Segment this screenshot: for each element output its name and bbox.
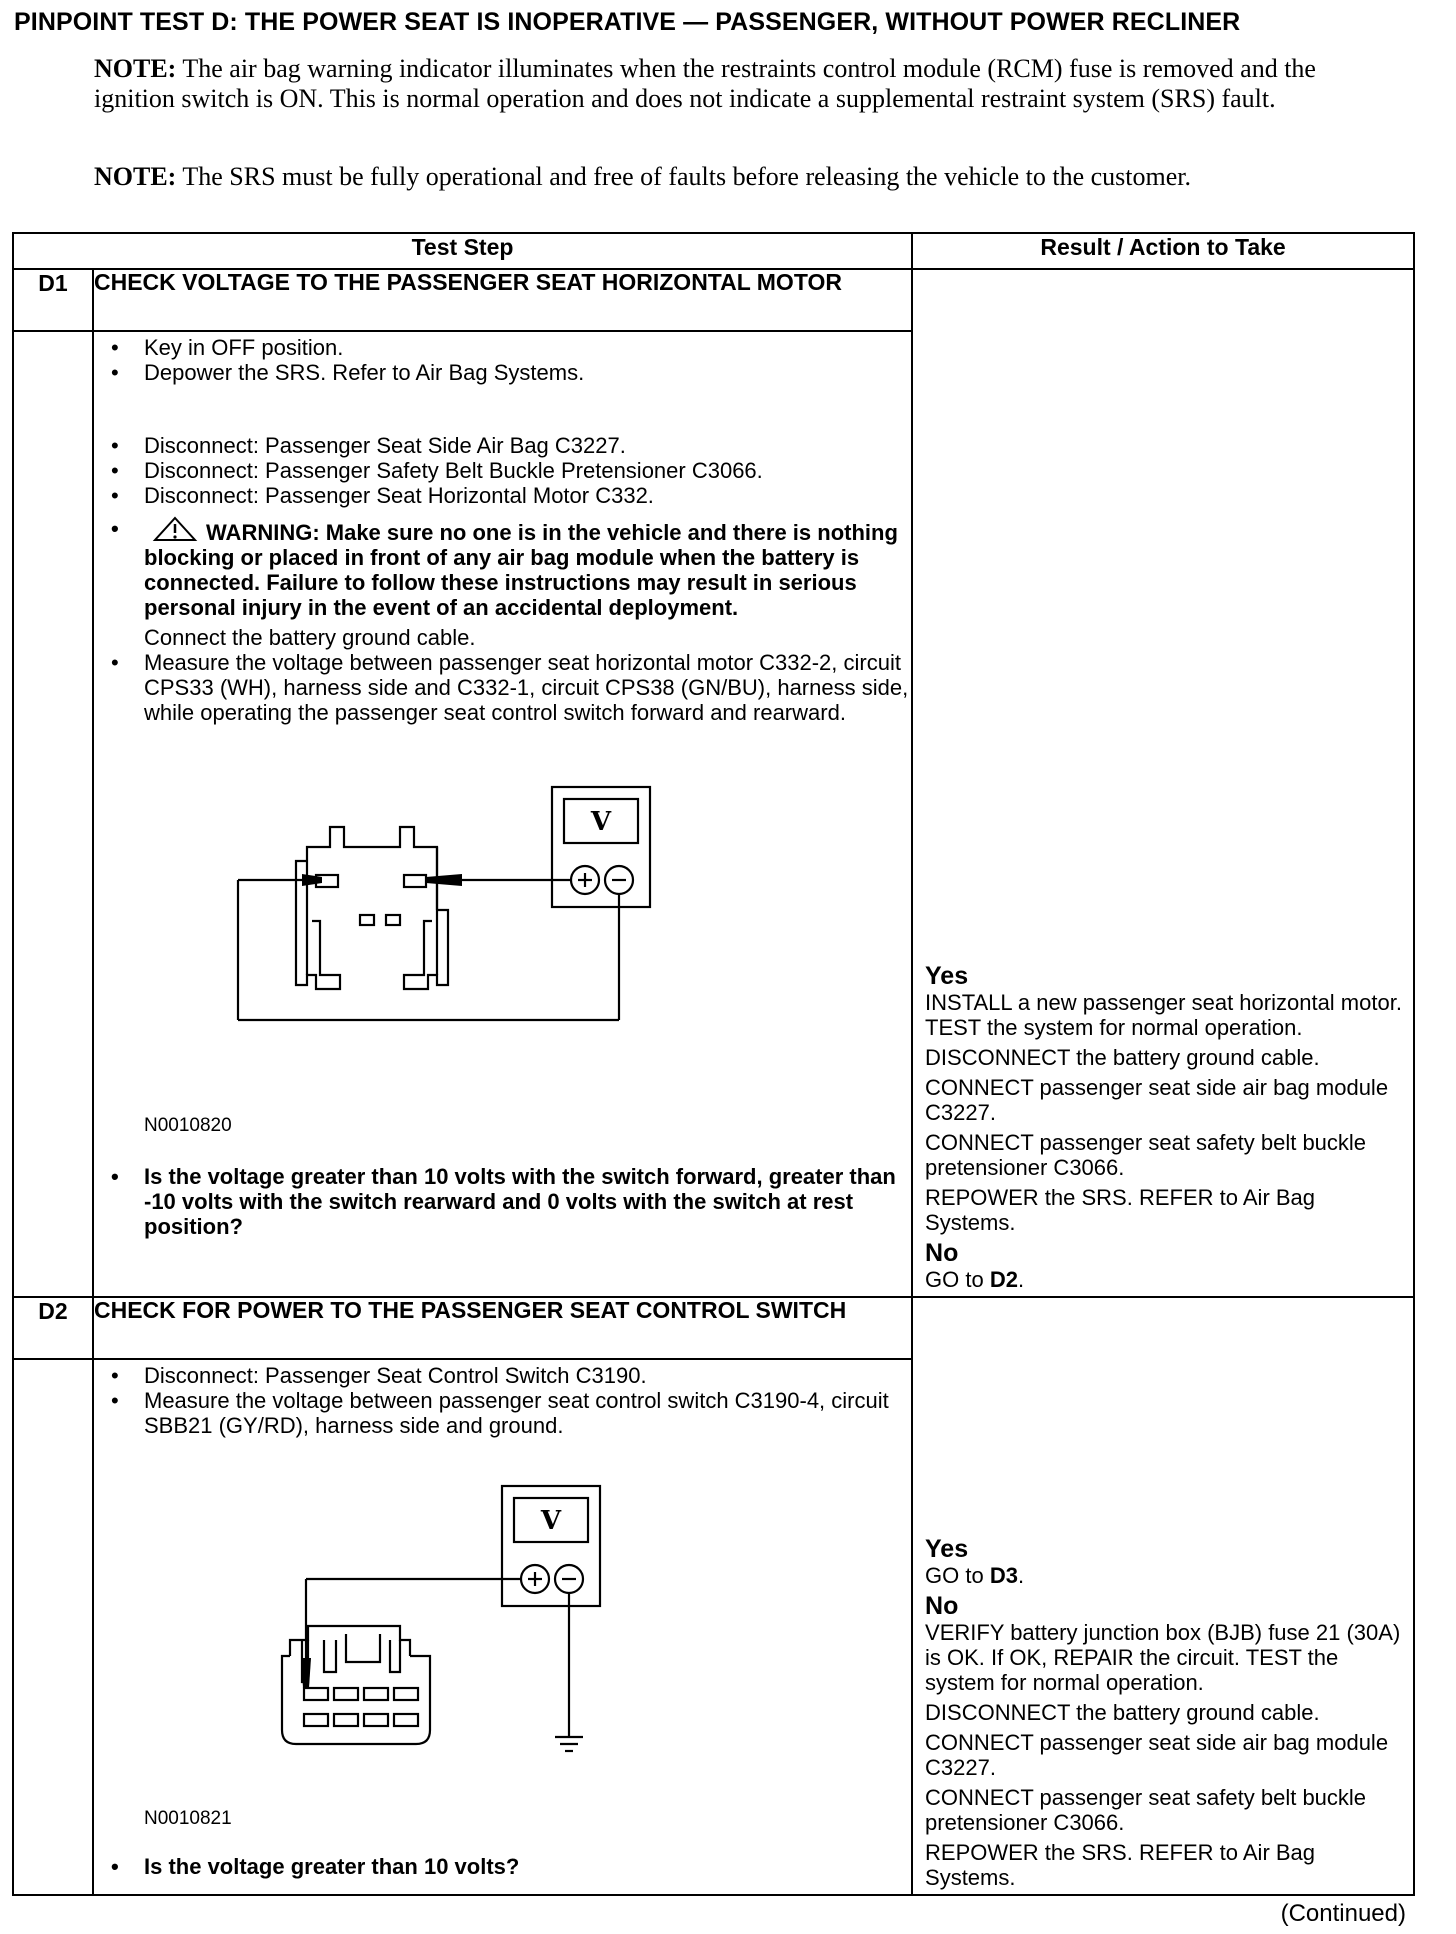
step-id-d1: D1 [13, 269, 93, 331]
warning-follow-text: Connect the battery ground cable. [144, 625, 476, 650]
voltmeter-icon [552, 787, 650, 907]
step-body-d2 [93, 1359, 912, 1895]
yes-action: GO to D3. [925, 1563, 1025, 1588]
result-cell-d2 [912, 1297, 1414, 1895]
no-action-2: DISCONNECT the battery ground cable. [925, 1700, 1320, 1725]
bullet-item: • Key in OFF position. [94, 335, 911, 360]
note-1 [94, 54, 1334, 114]
result-block-d2 [925, 1536, 1407, 1890]
step-id-d2: D2 [13, 1297, 93, 1359]
step-title-d1: CHECK VOLTAGE TO THE PASSENGER SEAT HORIZONTAL MOTOR [93, 269, 912, 331]
warning-triangle-icon [152, 516, 198, 542]
wiring-diagram-d1 [94, 735, 913, 1125]
step-spacer-d2 [13, 1359, 93, 1895]
note-label: NOTE: [94, 162, 177, 191]
warning-item [94, 516, 911, 620]
yes-action-4: CONNECT passenger seat safety belt buckle pretensioner C3066. [925, 1130, 1367, 1180]
step-body-d1 [93, 331, 912, 1297]
test-step-header: Test Step [13, 233, 912, 269]
meter-label: V [590, 807, 612, 837]
note-text: The SRS must be fully operational and free of faults before releasing the vehicle to the customer. [182, 162, 1192, 191]
step-question: • Is the voltage greater than 10 volts with the switch forward, greater than -10 volts with the switch rearward and 0 volts with the switch at rest position? [94, 1164, 911, 1239]
bullet-item: • Measure the voltage between passenger seat control switch C3190-4, circuit SBB21 (GY/RD), harness side and ground. [94, 1388, 911, 1438]
meter-label: V [540, 1506, 562, 1536]
no-action-5: REPOWER the SRS. REFER to Air Bag Systems. [925, 1840, 1316, 1890]
no-action-4: CONNECT passenger seat safety belt buckle pretensioner C3066. [925, 1785, 1367, 1835]
yes-action-5: REPOWER the SRS. REFER to Air Bag Systems. [925, 1185, 1316, 1235]
bullet-item: • Depower the SRS. Refer to Air Bag Systems. [94, 360, 911, 385]
no-label: No [925, 1592, 959, 1620]
no-action-target: D2 [989, 1267, 1018, 1292]
yes-action-3: CONNECT passenger seat side air bag module C3227. [925, 1075, 1389, 1125]
bullet-item: • Disconnect: Passenger Safety Belt Buckle Pretensioner C3066. [94, 458, 911, 483]
step-question: • Is the voltage greater than 10 volts? [94, 1854, 911, 1879]
page-title: PINPOINT TEST D: THE POWER SEAT IS INOPERATIVE — PASSENGER, WITHOUT POWER RECLINER [14, 8, 1241, 36]
no-action-3: CONNECT passenger seat side air bag module C3227. [925, 1730, 1389, 1780]
continued-label: (Continued) [1280, 1900, 1406, 1927]
figure-id: N0010821 [144, 1808, 232, 1829]
bullet-item: • Disconnect: Passenger Seat Side Air Bag C3227. [94, 433, 911, 458]
note-text: The air bag warning indicator illuminates when the restraints control module (RCM) fuse is removed and the ignition switch is ON. This is normal operation and does not indicate a supplemental restraint system (SRS) fault. [94, 54, 1316, 113]
no-action-1: VERIFY battery junction box (BJB) fuse 21 (30A) is OK. If OK, REPAIR the circuit. TEST the system for normal operation. [925, 1620, 1401, 1695]
wiring-diagram-d2 [94, 1452, 913, 1812]
yes-label: Yes [925, 962, 969, 990]
step-title-d2: CHECK FOR POWER TO THE PASSENGER SEAT CONTROL SWITCH [93, 1297, 912, 1359]
result-block-d1 [925, 963, 1407, 1292]
yes-label: Yes [925, 1535, 969, 1563]
yes-action-1: INSTALL a new passenger seat horizontal motor. TEST the system for normal operation. [925, 990, 1402, 1040]
note-label: NOTE: [94, 54, 177, 83]
bullet-item: • Measure the voltage between passenger seat horizontal motor C332-2, circuit CPS33 (WH), harness side and C332-1, circuit CPS38 (GN/BU), harness side, while operating the passenger seat control switch forward and rearward. [94, 650, 911, 725]
bullet-item: • Disconnect: Passenger Seat Horizontal Motor C332. [94, 483, 911, 508]
no-label: No [925, 1239, 959, 1267]
pinpoint-test-table [12, 232, 1415, 1896]
figure-id: N0010820 [144, 1115, 232, 1136]
yes-action-target: D3 [989, 1563, 1018, 1588]
no-action: GO to D2. [925, 1267, 1025, 1292]
bullet-item: • Disconnect: Passenger Seat Control Switch C3190. [94, 1363, 911, 1388]
warning-text: WARNING: Make sure no one is in the vehicle and there is nothing blocking or placed in front of any air bag module when the battery is connected. Failure to follow these instructions may result in serious personal injury in the event of an accidental deployment. [144, 520, 898, 620]
result-header: Result / Action to Take [912, 233, 1414, 269]
note-2 [94, 162, 1334, 192]
yes-action-2: DISCONNECT the battery ground cable. [925, 1045, 1320, 1070]
voltmeter-icon [502, 1486, 600, 1606]
step-spacer-d1 [13, 331, 93, 1297]
result-cell-d1 [912, 269, 1414, 1297]
